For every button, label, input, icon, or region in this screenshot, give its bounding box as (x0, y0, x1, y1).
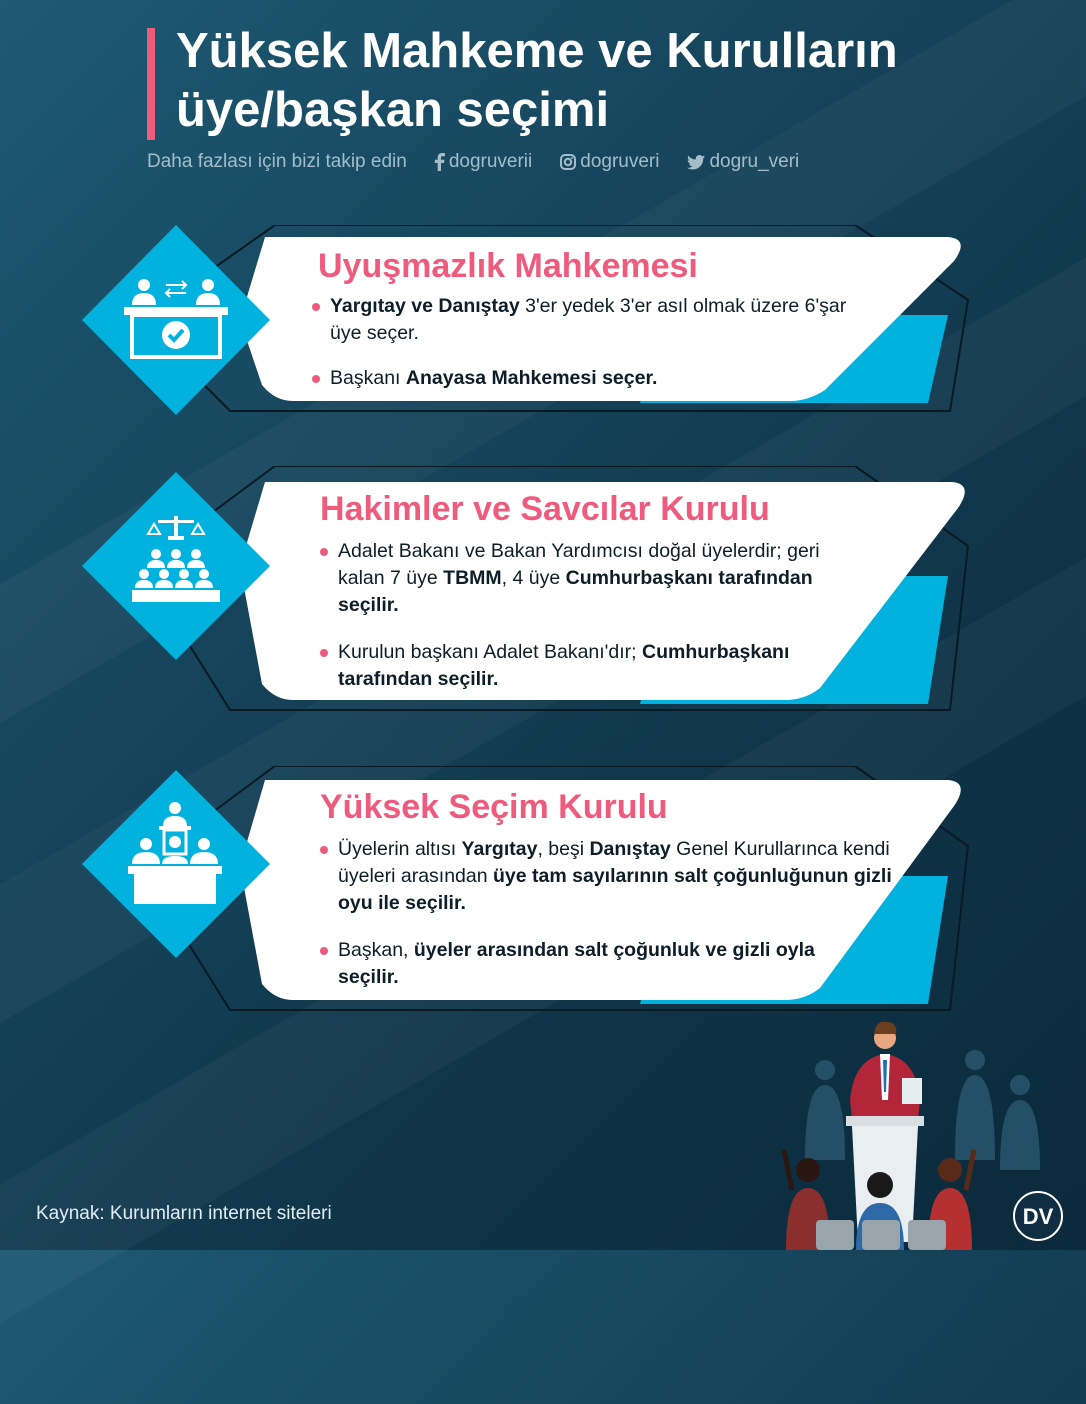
bullet-list (316, 836, 896, 1009)
dv-logo-text: DV (1022, 1204, 1054, 1229)
follow-text: Daha fazlası için bizi takip edin (147, 151, 407, 172)
title-accent-bar (147, 28, 155, 140)
social-bar (147, 150, 827, 174)
facebook-icon (433, 153, 445, 171)
social-twitter[interactable] (687, 151, 799, 173)
social-instagram[interactable] (560, 151, 659, 173)
card-title: Hakimler ve Savcılar Kurulu (320, 490, 770, 528)
bullet-item: Üyelerin altısı Yargıtay, beşi Danıştay Genel Kurullarınca kendi üyeleri arasından üye tam sayılarının salt çoğunluğunun gizli oyu ile seçilir. (316, 836, 896, 917)
scales-council-icon (130, 514, 222, 604)
facebook-handle: dogruverii (448, 151, 533, 172)
page-title (176, 22, 1056, 140)
twitter-icon (687, 155, 705, 170)
bullet-item: Başkan, üyeler arasından salt çoğunluk ve gizli oyla seçilir. (316, 937, 818, 991)
card-ysk (80, 766, 970, 1016)
bullet-item: Adalet Bakanı ve Bakan Yardımcısı doğal üyelerdir; geri kalan 7 üye TBMM, 4 üye Cumhurbaşkanı tarafından seçilir. (316, 538, 856, 619)
card-hsk (80, 466, 970, 716)
bullet-item: Kurulun başkanı Adalet Bakanı'dır; Cumhurbaşkanı tarafından seçilir. (316, 639, 856, 693)
card-title: Yüksek Seçim Kurulu (320, 788, 668, 826)
card-uyusmazlik (80, 225, 970, 417)
bullet-list (308, 293, 868, 410)
twitter-handle: dogru_veri (709, 151, 800, 172)
instagram-icon (560, 154, 576, 170)
speaker-podium-illustration (780, 1020, 1080, 1250)
bullet-list (316, 538, 856, 711)
bullet-item: Başkanı Anayasa Mahkemesi seçer. (308, 365, 868, 392)
instagram-handle: dogruveri (580, 151, 660, 172)
source-note: Kaynak: Kurumların internet siteleri (36, 1203, 332, 1224)
title-line-1: Yüksek Mahkeme ve Kurulların (176, 24, 898, 78)
bullet-item: Yargıtay ve Danıştay 3'er yedek 3'er asıl olmak üzere 6'şar üye seçer. (308, 293, 868, 347)
election-board-icon (126, 802, 224, 906)
social-facebook[interactable] (433, 151, 532, 173)
title-line-2: üye/başkan seçimi (176, 83, 610, 137)
court-vote-icon (122, 275, 230, 359)
card-title: Uyuşmazlık Mahkemesi (318, 247, 698, 285)
